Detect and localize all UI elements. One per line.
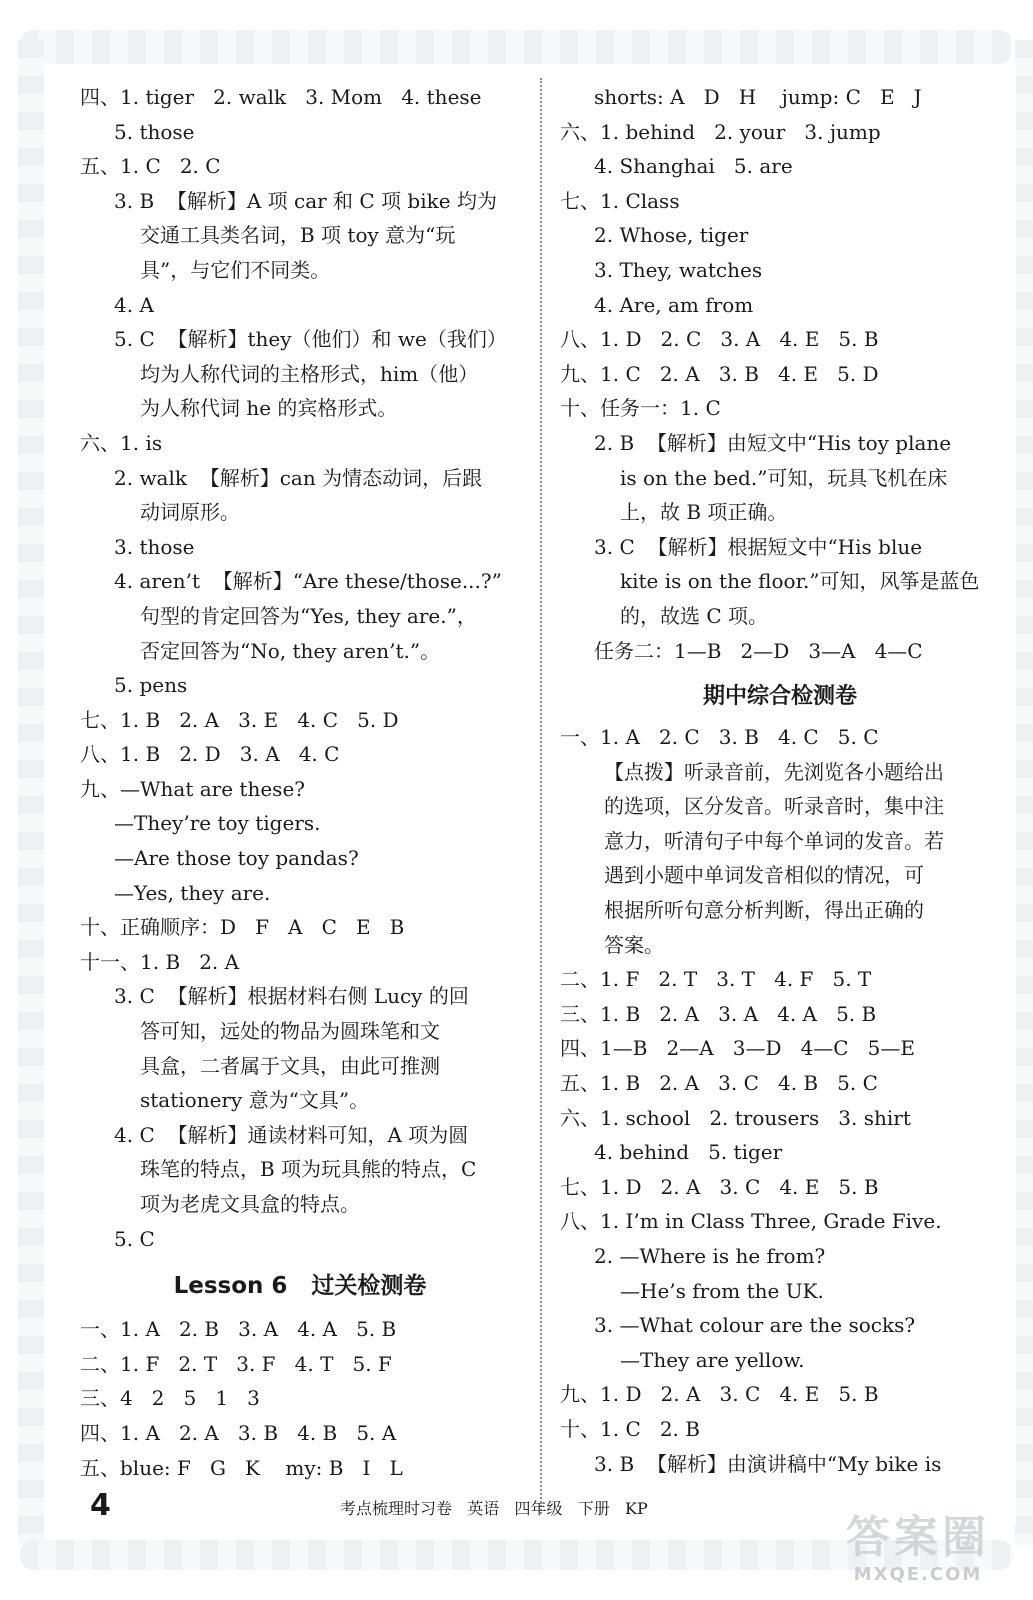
answer-line: 项为老虎文具盒的特点。: [140, 1192, 360, 1216]
answer-line: 3. C 【解析】根据材料右侧 Lucy 的回: [114, 984, 469, 1009]
answer-line: 六、1. behind 2. your 3. jump: [560, 119, 881, 144]
answer-line: 2. B 【解析】由短文中“His toy plane: [594, 430, 952, 455]
answer-line: 4. behind 5. tiger: [594, 1140, 783, 1165]
answer-line: 3. C 【解析】根据短文中“His blue: [594, 534, 923, 559]
answer-line: —They’re toy tigers.: [114, 811, 321, 836]
lesson6-section-title: Lesson 6 过关检测卷: [173, 1273, 427, 1300]
answer-line: 一、1. A 2. B 3. A 4. A 5. B: [80, 1317, 397, 1342]
answer-line: stationery 意为“文具”。: [140, 1088, 370, 1113]
answer-line: 九、—What are these?: [80, 776, 306, 801]
answer-line: 二、1. F 2. T 3. T 4. F 5. T: [560, 967, 872, 992]
answer-line: 4. C 【解析】通读材料可知，A 项为圆: [114, 1122, 469, 1147]
answer-line: 三、4 2 5 1 3: [80, 1386, 260, 1411]
answer-line: 十、1. C 2. B: [560, 1416, 700, 1441]
answer-line: 八、1. I’m in Class Three, Grade Five.: [560, 1209, 942, 1234]
answer-line: 的，故选 C 项。: [620, 603, 769, 628]
left-answers-part1: [80, 80, 520, 1256]
site-watermark-logo: [823, 1512, 1013, 1590]
answer-line: 八、1. B 2. D 3. A 4. C: [80, 742, 340, 767]
answer-line: 4. Shanghai 5. are: [594, 154, 793, 179]
answer-line: 七、1. B 2. A 3. E 4. C 5. D: [80, 707, 399, 732]
answer-line: 5. C: [114, 1226, 155, 1251]
answer-line: 答可知，远处的物品为圆珠笔和文: [140, 1019, 440, 1044]
answer-line: 六、1. school 2. trousers 3. shirt: [560, 1105, 911, 1130]
answer-line: 动词原形。: [140, 500, 240, 525]
lesson6-answers: [80, 1312, 520, 1485]
answer-line: 3. They, watches: [594, 257, 763, 282]
right-answer-column: [560, 80, 1000, 1481]
answer-line: 否定回答为“No, they aren’t.”。: [140, 638, 441, 663]
answer-line: 一、1. A 2. C 3. B 4. C 5. C: [560, 725, 879, 750]
answer-line: 十、正确顺序：D F A C E B: [80, 915, 405, 940]
decorative-border-top: [20, 30, 1013, 64]
answer-line: —Yes, they are.: [114, 880, 271, 905]
watermark-title: 答案圈: [846, 1512, 990, 1563]
answer-line: 四、1. tiger 2. walk 3. Mom 4. these: [80, 85, 482, 109]
answer-line: 4. aren’t 【解析】“Are these/those...?”: [114, 569, 502, 594]
answer-line: 四、1—B 2—A 3—D 4—C 5—E: [560, 1036, 915, 1061]
answer-line: —He’s from the UK.: [620, 1278, 824, 1303]
answer-line: 六、1. is: [80, 430, 163, 455]
decorative-border-right: [1015, 40, 1033, 1545]
answer-line: 的选项，区分发音。听录音时，集中注: [604, 794, 944, 819]
answer-line: 具盒，二者属于文具，由此可推测: [140, 1053, 440, 1078]
answer-line: 5. pens: [114, 673, 188, 698]
right-answers-part1: [560, 80, 1000, 668]
answer-line: is on the bed.”可知，玩具飞机在床: [620, 465, 948, 490]
answer-line: 具”，与它们不同类。: [140, 257, 331, 282]
answer-line: 2. Whose, tiger: [594, 223, 749, 248]
midterm-answers: [560, 720, 1000, 1481]
answer-line: 三、1. B 2. A 3. A 4. A 5. B: [560, 1001, 877, 1026]
answer-line: 任务二：1—B 2—D 3—A 4—C: [594, 638, 923, 663]
answer-line: shorts: A D H jump: C E J: [594, 85, 922, 109]
answer-line: kite is on the floor.”可知，风筝是蓝色: [620, 569, 980, 594]
answer-line: 为人称代词 he 的宾格形式。: [140, 396, 398, 421]
left-answer-column: [80, 80, 520, 1485]
book-info: 考点梳理时习卷 英语 四年级 下册 KP: [340, 1499, 648, 1518]
answer-line: 九、1. D 2. A 3. C 4. E 5. B: [560, 1382, 879, 1407]
answer-line: 4. A: [114, 292, 154, 317]
answer-line: 句型的肯定回答为“Yes, they are.”，: [140, 603, 477, 628]
answer-line: —They are yellow.: [620, 1347, 805, 1372]
answer-line: 遇到小题中单词发音相似的情况，可: [604, 863, 924, 888]
column-divider: [540, 78, 542, 1514]
answer-line: 2. walk 【解析】can 为情态动词，后跟: [114, 465, 483, 490]
answer-line: 九、1. C 2. A 3. B 4. E 5. D: [560, 361, 879, 386]
watermark-url: MXQE.COM: [853, 1564, 983, 1585]
answer-line: 4. Are, am from: [594, 292, 754, 317]
answer-line: 十、任务一：1. C: [560, 396, 721, 421]
answer-line: 意力，听清句子中每个单词的发音。若: [604, 828, 944, 853]
midterm-section-title: 期中综合检测卷: [702, 684, 857, 710]
answer-line: 2. —Where is he from?: [594, 1244, 826, 1268]
answer-line: 七、1. Class: [560, 188, 680, 213]
answer-line: 3. B 【解析】由演讲稿中“My bike is: [594, 1451, 942, 1476]
answer-line: 二、1. F 2. T 3. F 4. T 5. F: [80, 1351, 392, 1376]
answer-line: 五、blue: F G K my: B I L: [80, 1455, 403, 1480]
answer-line: 珠笔的特点，B 项为玩具熊的特点，C: [140, 1157, 477, 1182]
answer-line: 根据所听句意分析判断，得出正确的: [604, 898, 924, 923]
answer-line: 5. those: [114, 119, 195, 144]
answer-line: 五、1. B 2. A 3. C 4. B 5. C: [560, 1071, 878, 1096]
answer-line: 答案。: [604, 932, 664, 957]
answer-line: 四、1. A 2. A 3. B 4. B 5. A: [80, 1420, 397, 1445]
answer-line: —Are those toy pandas?: [114, 846, 359, 871]
answer-line: 上，故 B 项正确。: [620, 500, 788, 525]
answer-line: 3. B 【解析】A 项 car 和 C 项 bike 均为: [114, 188, 497, 213]
answer-line: 交通工具类名词，B 项 toy 意为“玩: [140, 223, 456, 248]
answer-line: 3. those: [114, 534, 195, 559]
answer-line: 五、1. C 2. C: [80, 154, 221, 179]
answer-line: 【点拨】听录音前，先浏览各小题给出: [604, 759, 944, 784]
decorative-border-left: [18, 40, 44, 1545]
answer-line: 七、1. D 2. A 3. C 4. E 5. B: [560, 1174, 879, 1199]
answer-line: 5. C 【解析】they（他们）和 we（我们）: [114, 327, 507, 352]
answer-line: 3. —What colour are the socks?: [594, 1313, 916, 1338]
page-number: 4: [90, 1488, 111, 1523]
answer-line: 十一、1. B 2. A: [80, 949, 240, 974]
answer-line: 均为人称代词的主格形式，him（他）: [140, 361, 479, 386]
answer-line: 八、1. D 2. C 3. A 4. E 5. B: [560, 327, 879, 352]
